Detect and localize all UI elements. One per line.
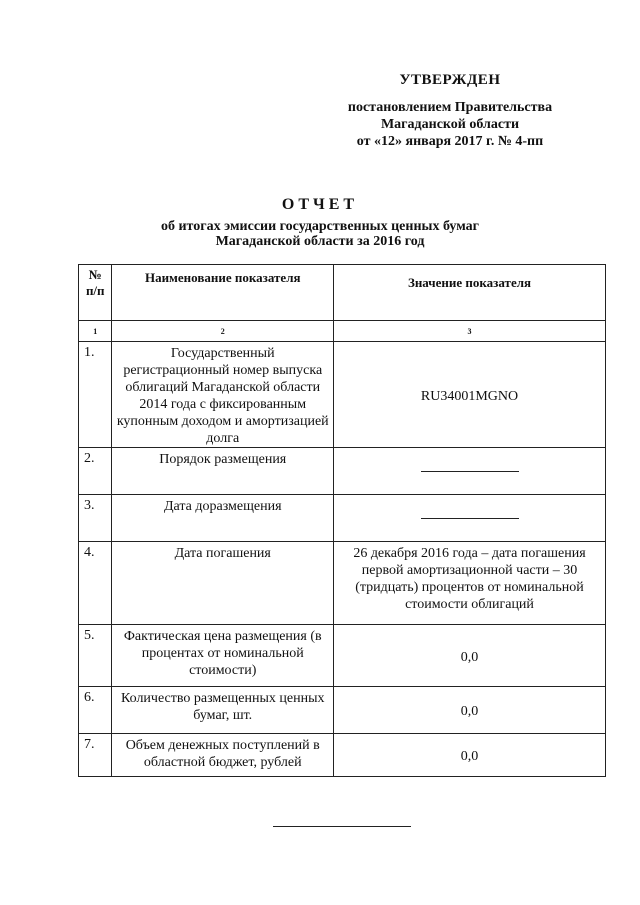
- column-number: 1: [79, 321, 112, 342]
- table-row: [79, 625, 606, 687]
- header-num: [79, 265, 112, 321]
- table-row: [79, 448, 606, 495]
- column-number-row: [79, 321, 606, 342]
- approval-heading: УТВЕРЖДЕН: [399, 72, 501, 88]
- header-name: Наименование показателя: [112, 265, 334, 321]
- approval-line-1: постановлением Правительства: [347, 100, 553, 115]
- column-number: 2: [112, 321, 334, 342]
- header-value: [334, 265, 606, 321]
- report-subtitle: [0, 219, 640, 249]
- approval-line-3: от «12» января 2017 г. № 4-пп: [356, 134, 544, 149]
- empty-value-line: [421, 517, 519, 519]
- report-table: [78, 264, 606, 777]
- row-name: Дата погашения: [112, 542, 334, 625]
- row-num: 3.: [79, 495, 112, 542]
- row-num: 7.: [79, 734, 112, 777]
- report-subtitle-line-2: Магаданской области за 2016 год: [215, 234, 425, 249]
- report-title: ОТЧЕТ: [281, 196, 359, 213]
- row-value: 0,0: [334, 687, 606, 734]
- row-name: Дата доразмещения: [112, 495, 334, 542]
- table-row: [79, 687, 606, 734]
- table-row: [79, 734, 606, 777]
- row-value: 0,0: [334, 734, 606, 777]
- table-row: [79, 342, 606, 448]
- row-value: 26 декабря 2016 года – дата погашения первой амортизационной части – 30 (тридцать) процентов от номинальной стоимости облигаций: [334, 542, 606, 625]
- header-num-line-2: п/п: [85, 283, 105, 298]
- row-name: Государственный регистрационный номер выпуска облигаций Магаданской области 2014 года с фиксированным купонным доходом и амортизацией долга: [112, 342, 334, 448]
- row-value-dash: [334, 448, 606, 495]
- row-num: 6.: [79, 687, 112, 734]
- document-end-line: [273, 826, 411, 827]
- row-value-dash: [334, 495, 606, 542]
- approval-line-2: Магаданской области: [380, 117, 520, 132]
- empty-value-line: [421, 470, 519, 472]
- table-row: [79, 542, 606, 625]
- row-name: Объем денежных поступлений в областной бюджет, рублей: [112, 734, 334, 777]
- table-row: [79, 495, 606, 542]
- table-header-row: [79, 265, 606, 321]
- report-subtitle-line-1: об итогах эмиссии государственных ценных бумаг: [160, 219, 480, 234]
- row-num: 2.: [79, 448, 112, 495]
- approval-stamp: [330, 72, 570, 150]
- header-value-label: Значение показателя: [407, 275, 532, 290]
- row-name: Порядок размещения: [112, 448, 334, 495]
- row-name: Фактическая цена размещения (в процентах от номинальной стоимости): [112, 625, 334, 687]
- row-num: 4.: [79, 542, 112, 625]
- header-num-line-1: №: [88, 267, 102, 282]
- column-number: 3: [334, 321, 606, 342]
- row-name: Количество размещенных ценных бумаг, шт.: [112, 687, 334, 734]
- row-num: 5.: [79, 625, 112, 687]
- row-num: 1.: [79, 342, 112, 448]
- row-value: RU34001MGNO: [334, 342, 606, 448]
- row-value: 0,0: [334, 625, 606, 687]
